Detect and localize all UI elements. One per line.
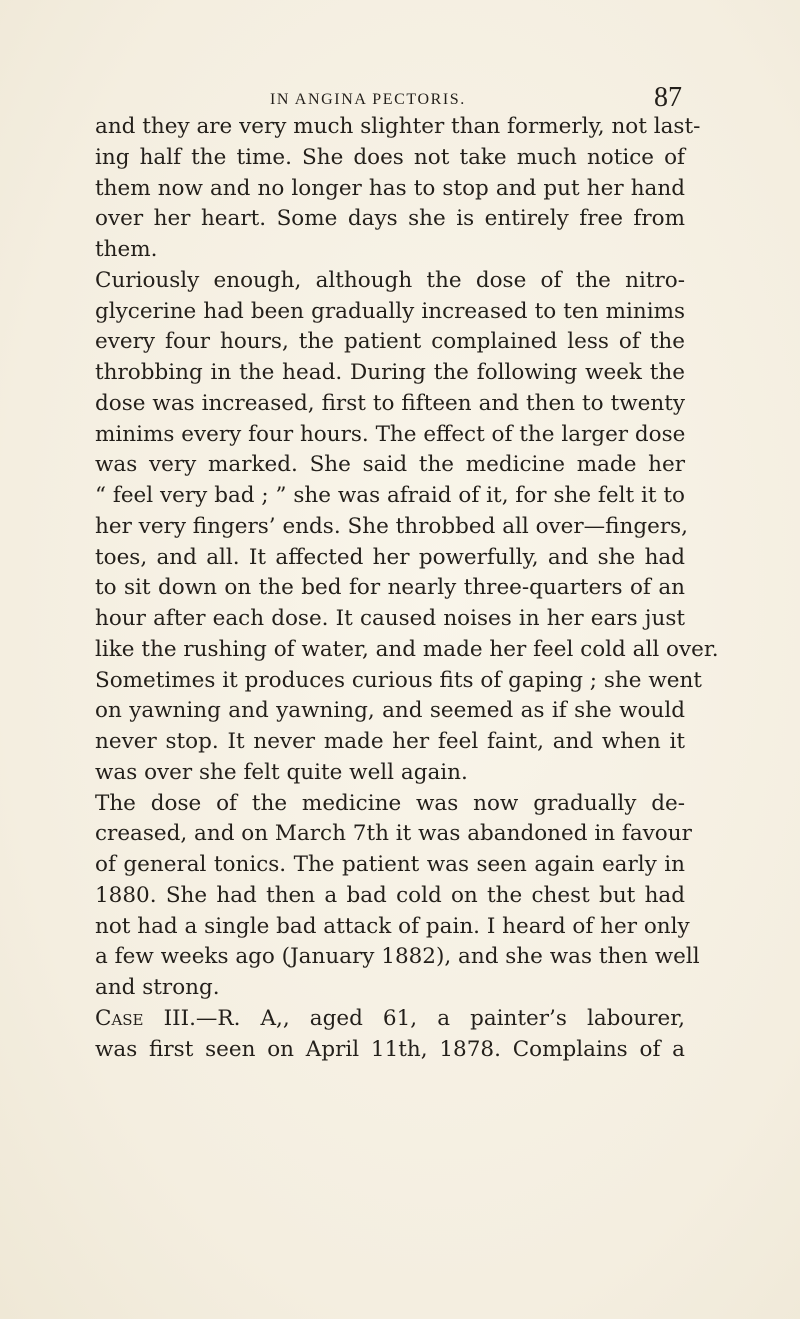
text-line: over her heart. Some days she is entirely free from: [95, 206, 685, 232]
text-line: and they are very much slighter than formerly, not last-: [95, 114, 701, 139]
text-line: was very marked. She said the medicine made her: [95, 452, 685, 478]
text-line: hour after each dose. It caused noises in her ears just: [95, 606, 685, 631]
text-line: never stop. It never made her feel faint, and when it: [95, 729, 685, 754]
text-line: a few weeks ago (January 1882), and she was then well: [95, 944, 700, 970]
text-line: them now and no longer has to stop and put her hand: [95, 175, 685, 201]
body-text: [95, 112, 719, 1065]
page-number: 87: [654, 82, 682, 113]
text-line: and strong.: [95, 975, 220, 1000]
text-line: on yawning and yawning, and seemed as if she would: [95, 698, 685, 724]
text-line: minims every four hours. The effect of the larger dose: [95, 421, 686, 447]
running-head: [0, 82, 800, 114]
text-line: like the rushing of water, and made her feel cold all over.: [95, 636, 719, 662]
running-title: IN ANGINA PECTORIS.: [270, 91, 466, 108]
text-line: Sometimes it produces curious fits of gaping ; she went: [95, 667, 702, 693]
text-line: every four hours, the patient complained less of the: [95, 329, 685, 355]
text-line: toes, and all. It affected her powerfully, and she had: [95, 544, 685, 570]
text-line: was over she felt quite well again.: [95, 759, 468, 785]
text-line: ing half the time. She does not take much notice of: [95, 144, 685, 170]
text-line: to sit down on the bed for nearly three-quarters of an: [95, 575, 685, 601]
text-line: “ feel very bad ; ” she was afraid of it, for she felt it to: [95, 483, 685, 508]
text-line: creased, and on March 7th it was abandoned in favour: [95, 821, 692, 847]
text-line: throbbing in the head. During the following week the: [95, 360, 685, 385]
text-line: her very fingers’ ends. She throbbed all over—fingers,: [95, 513, 689, 539]
case-heading-line: [95, 1004, 685, 1035]
text-line: was first seen on April 11th, 1878. Complains of a: [95, 1036, 685, 1062]
text-line: The dose of the medicine was now gradually de-: [95, 790, 685, 816]
text-line: glycerine had been gradually increased to ten minims: [95, 298, 685, 324]
text-line: of general tonics. The patient was seen again early in: [95, 852, 685, 877]
text-line: them.: [95, 237, 158, 262]
text-line: Curiously enough, although the dose of the nitro-: [95, 267, 685, 293]
text-line: 1880. She had then a bad cold on the chest but had: [95, 882, 685, 908]
text-line: not had a single bad attack of pain. I heard of her only: [95, 913, 690, 939]
text-line: dose was increased, first to fifteen and then to twenty: [95, 390, 685, 416]
case-description: —R. A,, aged 61, a painter’s labourer,: [195, 1005, 685, 1031]
case-label: Case III.: [95, 1005, 196, 1031]
